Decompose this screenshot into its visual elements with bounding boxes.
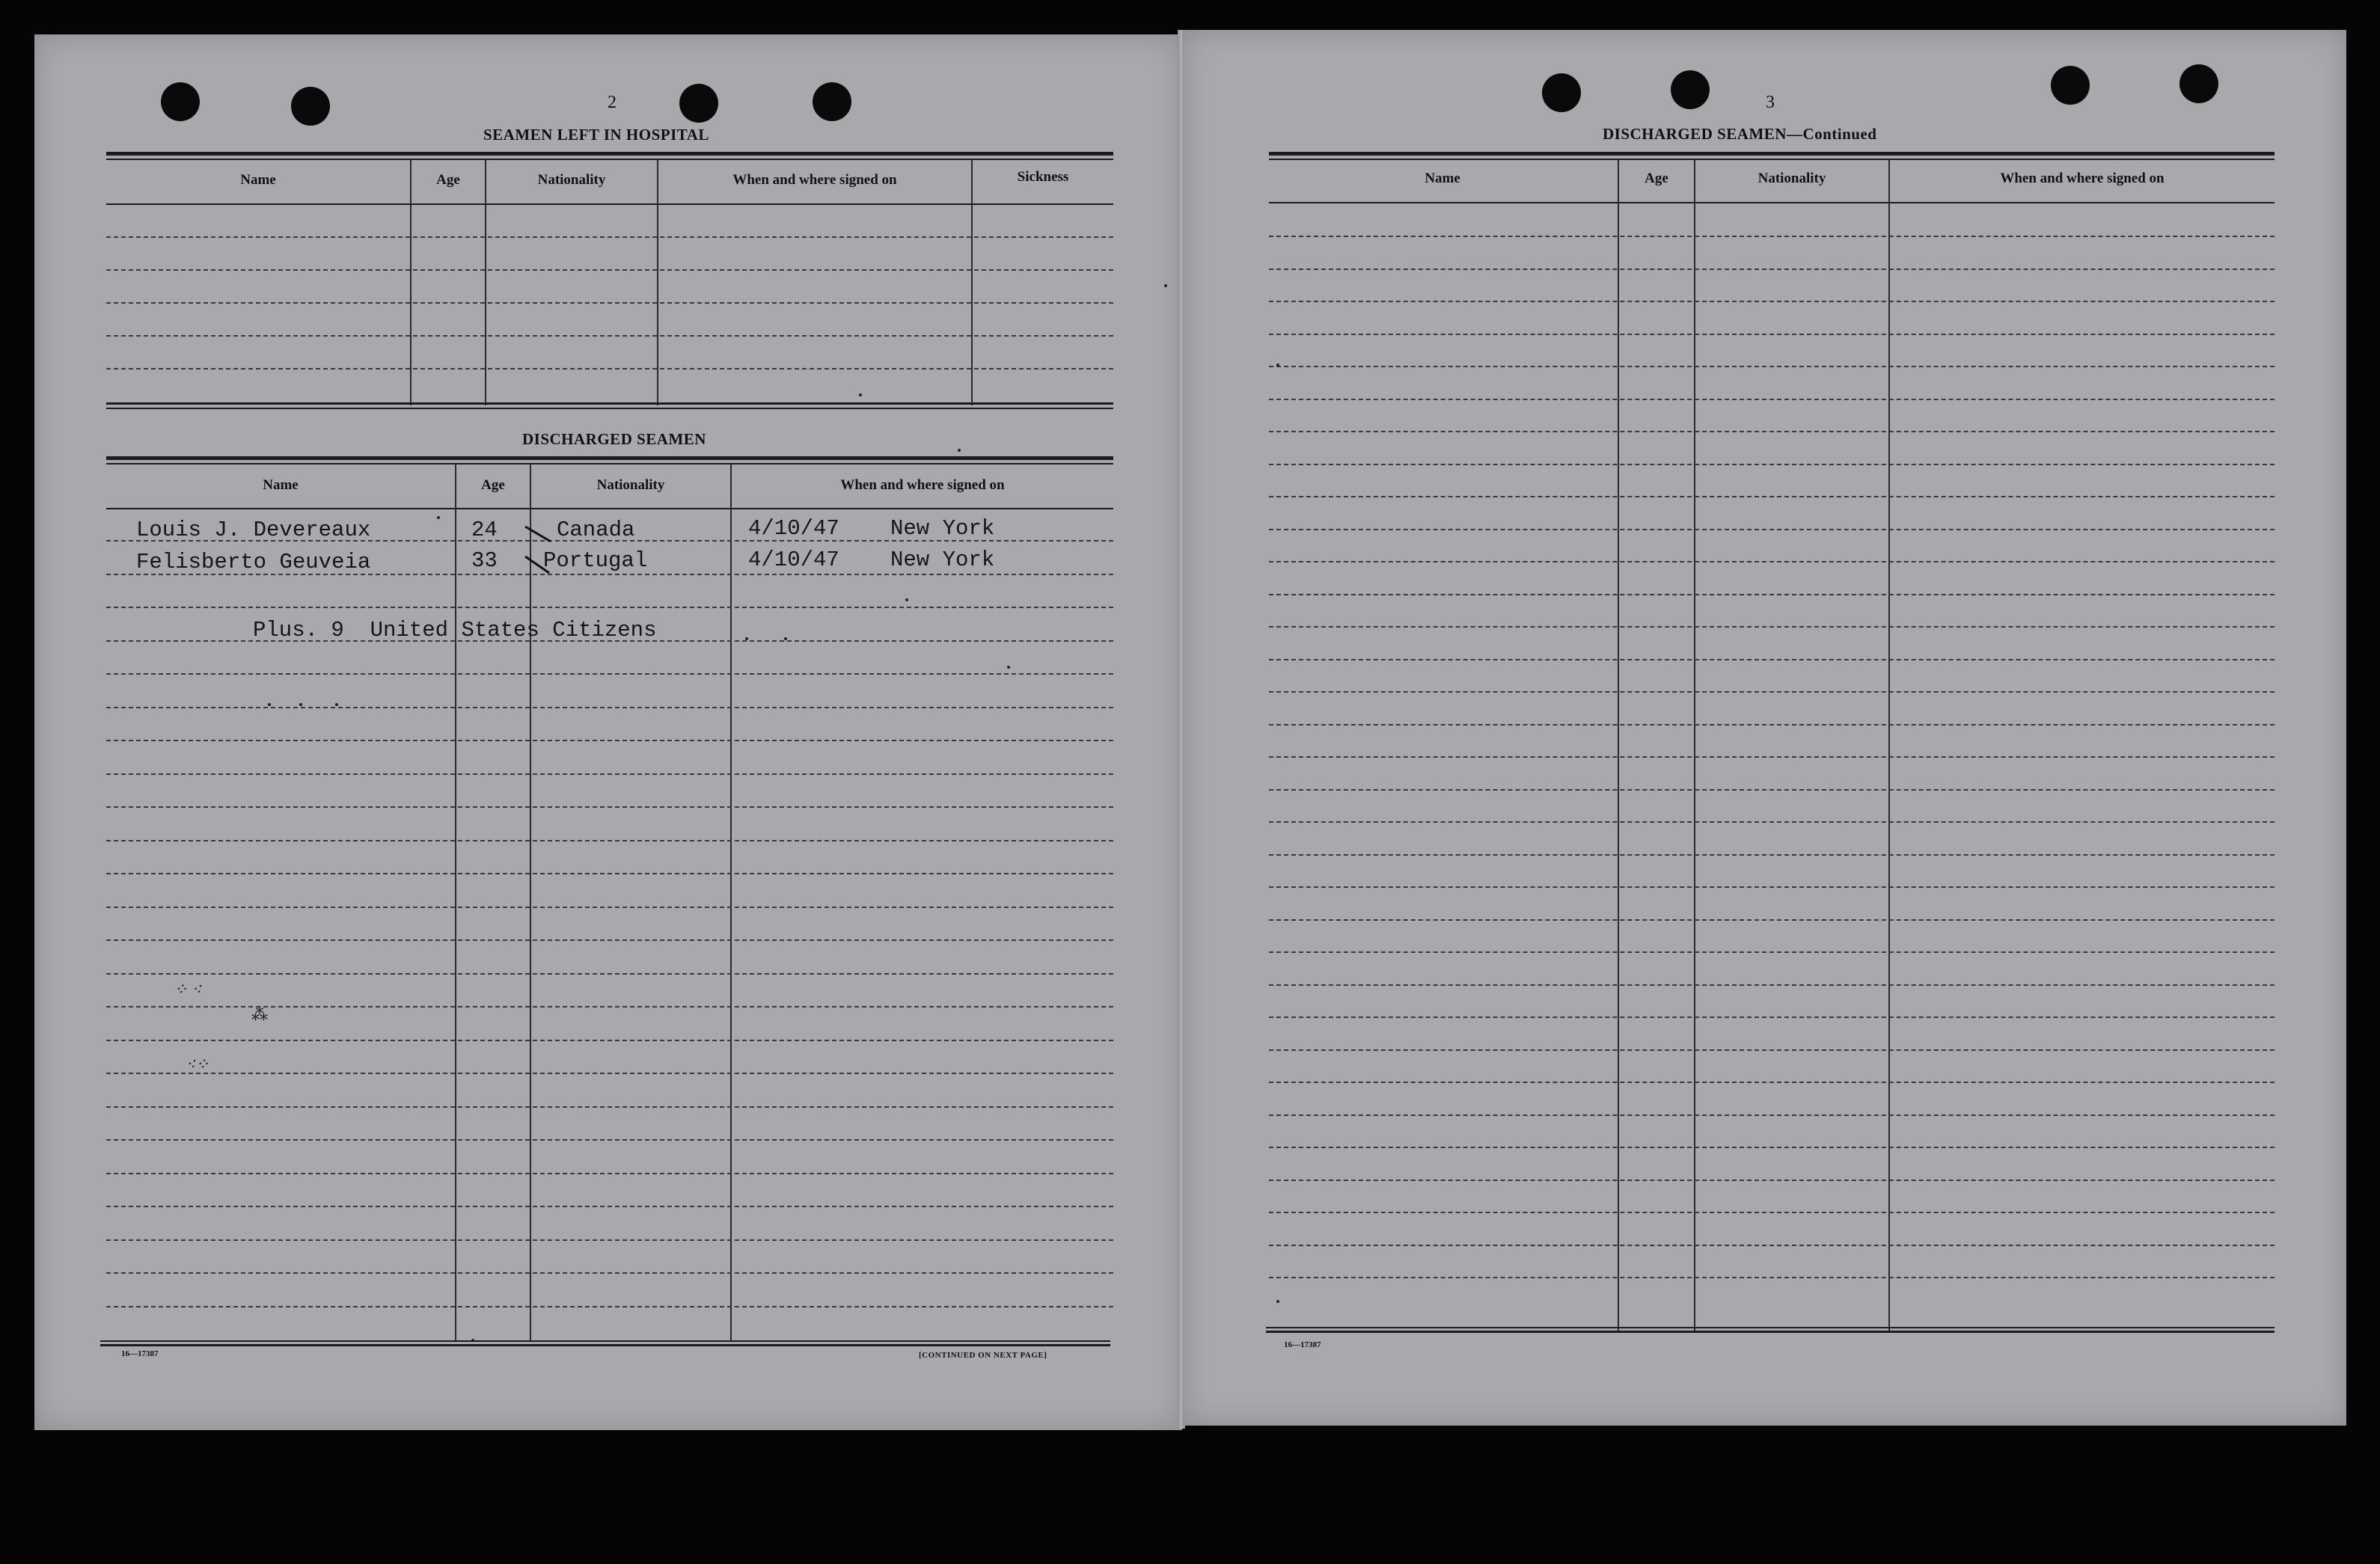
discharged-section-title: DISCHARGED SEAMEN [522, 430, 706, 448]
row-line [1269, 1016, 2275, 1018]
row-line [1269, 269, 2275, 270]
row-line [106, 1306, 1113, 1307]
form-number: 16—17387 [121, 1349, 159, 1358]
row-line [106, 335, 1113, 337]
row-line [1269, 399, 2275, 400]
row-line [106, 973, 1113, 975]
ink-smudge: ⁖⁘ [186, 1055, 209, 1073]
signed-on-date: 4/10/47 [748, 516, 839, 541]
row-line [1269, 1180, 2275, 1181]
column-header-name: Name [1425, 171, 1460, 186]
seaman-age: 33 [471, 548, 498, 573]
row-line [1269, 594, 2275, 595]
row-line [1269, 1245, 2275, 1246]
row-line [1269, 1212, 2275, 1213]
seaman-age: 24 [471, 518, 498, 542]
row-line [106, 1040, 1113, 1041]
discharged-continued-title [1603, 125, 1876, 144]
row-line [1269, 626, 2275, 628]
row-line [106, 1272, 1113, 1274]
row-line [106, 907, 1113, 908]
row-line [106, 1206, 1113, 1207]
page-number: 2 [608, 93, 617, 112]
column-header-nationality: Nationality [596, 477, 665, 493]
row-line [1269, 789, 2275, 791]
title-suffix: —Continued [1786, 125, 1877, 143]
row-line [1269, 691, 2275, 693]
title-main: DISCHARGED SEAMEN [1603, 125, 1787, 143]
row-line [1269, 984, 2275, 986]
row-line [1269, 496, 2275, 497]
row-line [1269, 1277, 2275, 1278]
punch-hole [679, 84, 718, 123]
seaman-name: Felisberto Geuveia [136, 550, 371, 574]
row-line [106, 236, 1113, 238]
row-line [106, 1239, 1113, 1241]
row-line [1269, 301, 2275, 302]
form-number: 16—17387 [1284, 1340, 1321, 1349]
row-line [1269, 659, 2275, 660]
ink-smudge: ⁂ [251, 1005, 268, 1024]
seaman-nationality: Canada [557, 518, 635, 542]
punch-hole [1542, 73, 1581, 112]
column-header-name: Name [240, 172, 276, 188]
punch-hole [813, 82, 851, 121]
header-bottom-rule [106, 203, 1113, 205]
row-line [1269, 821, 2275, 823]
left-page [34, 34, 1182, 1430]
row-line [1269, 529, 2275, 530]
row-line [106, 302, 1113, 304]
row-line [1269, 431, 2275, 432]
column-header-name: Name [263, 477, 299, 493]
row-line [106, 806, 1113, 808]
row-line [106, 939, 1113, 941]
page-number: 3 [1766, 93, 1775, 112]
plus-citizens-note: Plus. 9 United States Citizens [253, 618, 657, 643]
row-line [106, 1073, 1113, 1074]
row-line [1269, 951, 2275, 953]
row-line [106, 1106, 1113, 1108]
row-line [1269, 464, 2275, 465]
row-line [1269, 366, 2275, 367]
row-line [1269, 724, 2275, 726]
column-header-age: Age [1645, 171, 1668, 186]
row-line [1269, 1147, 2275, 1148]
seaman-name: Louis J. Devereaux [136, 518, 371, 542]
seaman-nationality: Portugal [543, 548, 648, 573]
signed-on-place: New York [890, 516, 995, 541]
row-line [106, 269, 1113, 271]
row-line [106, 873, 1113, 874]
column-header-when-where: When and where signed on [2000, 171, 2165, 186]
column-header-when-where: When and where signed on [840, 477, 1005, 493]
right-page [1182, 30, 2346, 1426]
continued-note: [CONTINUED ON NEXT PAGE] [919, 1351, 1047, 1360]
punch-hole [161, 82, 200, 121]
signed-on-place: New York [890, 548, 995, 572]
row-line [1269, 756, 2275, 758]
row-line [106, 773, 1113, 775]
row-line [106, 1173, 1113, 1174]
row-line [1269, 334, 2275, 335]
row-line [106, 607, 1113, 608]
row-line [106, 673, 1113, 675]
column-header-nationality: Nationality [1758, 171, 1826, 186]
signed-on-date: 4/10/47 [748, 548, 839, 572]
row-line [106, 707, 1113, 708]
column-header-when-where: When and where signed on [732, 172, 897, 188]
row-line [1269, 1082, 2275, 1083]
punch-hole [2051, 66, 2090, 105]
row-line [1269, 886, 2275, 888]
column-header-sickness: Sickness [1017, 169, 1069, 185]
table-top-rule [106, 152, 1113, 156]
row-line [106, 1139, 1113, 1141]
column-header-age: Age [436, 172, 460, 188]
row-line [1269, 236, 2275, 237]
row-line [1269, 1049, 2275, 1051]
column-header-age: Age [481, 477, 505, 493]
row-line [1269, 561, 2275, 562]
punch-hole [2179, 64, 2218, 103]
row-line [106, 740, 1113, 741]
punch-hole [1671, 70, 1710, 109]
tick-mark [524, 553, 554, 576]
row-line [1269, 1114, 2275, 1116]
row-line [106, 840, 1113, 841]
punch-hole [291, 87, 330, 126]
tick-mark [524, 524, 554, 546]
row-line [1269, 919, 2275, 921]
column-header-nationality: Nationality [537, 172, 606, 188]
hospital-section-title: SEAMEN LEFT IN HOSPITAL [483, 126, 709, 144]
row-line [1269, 854, 2275, 856]
row-line [106, 368, 1113, 369]
ink-smudge: ⁘ ⁖ [174, 980, 201, 999]
